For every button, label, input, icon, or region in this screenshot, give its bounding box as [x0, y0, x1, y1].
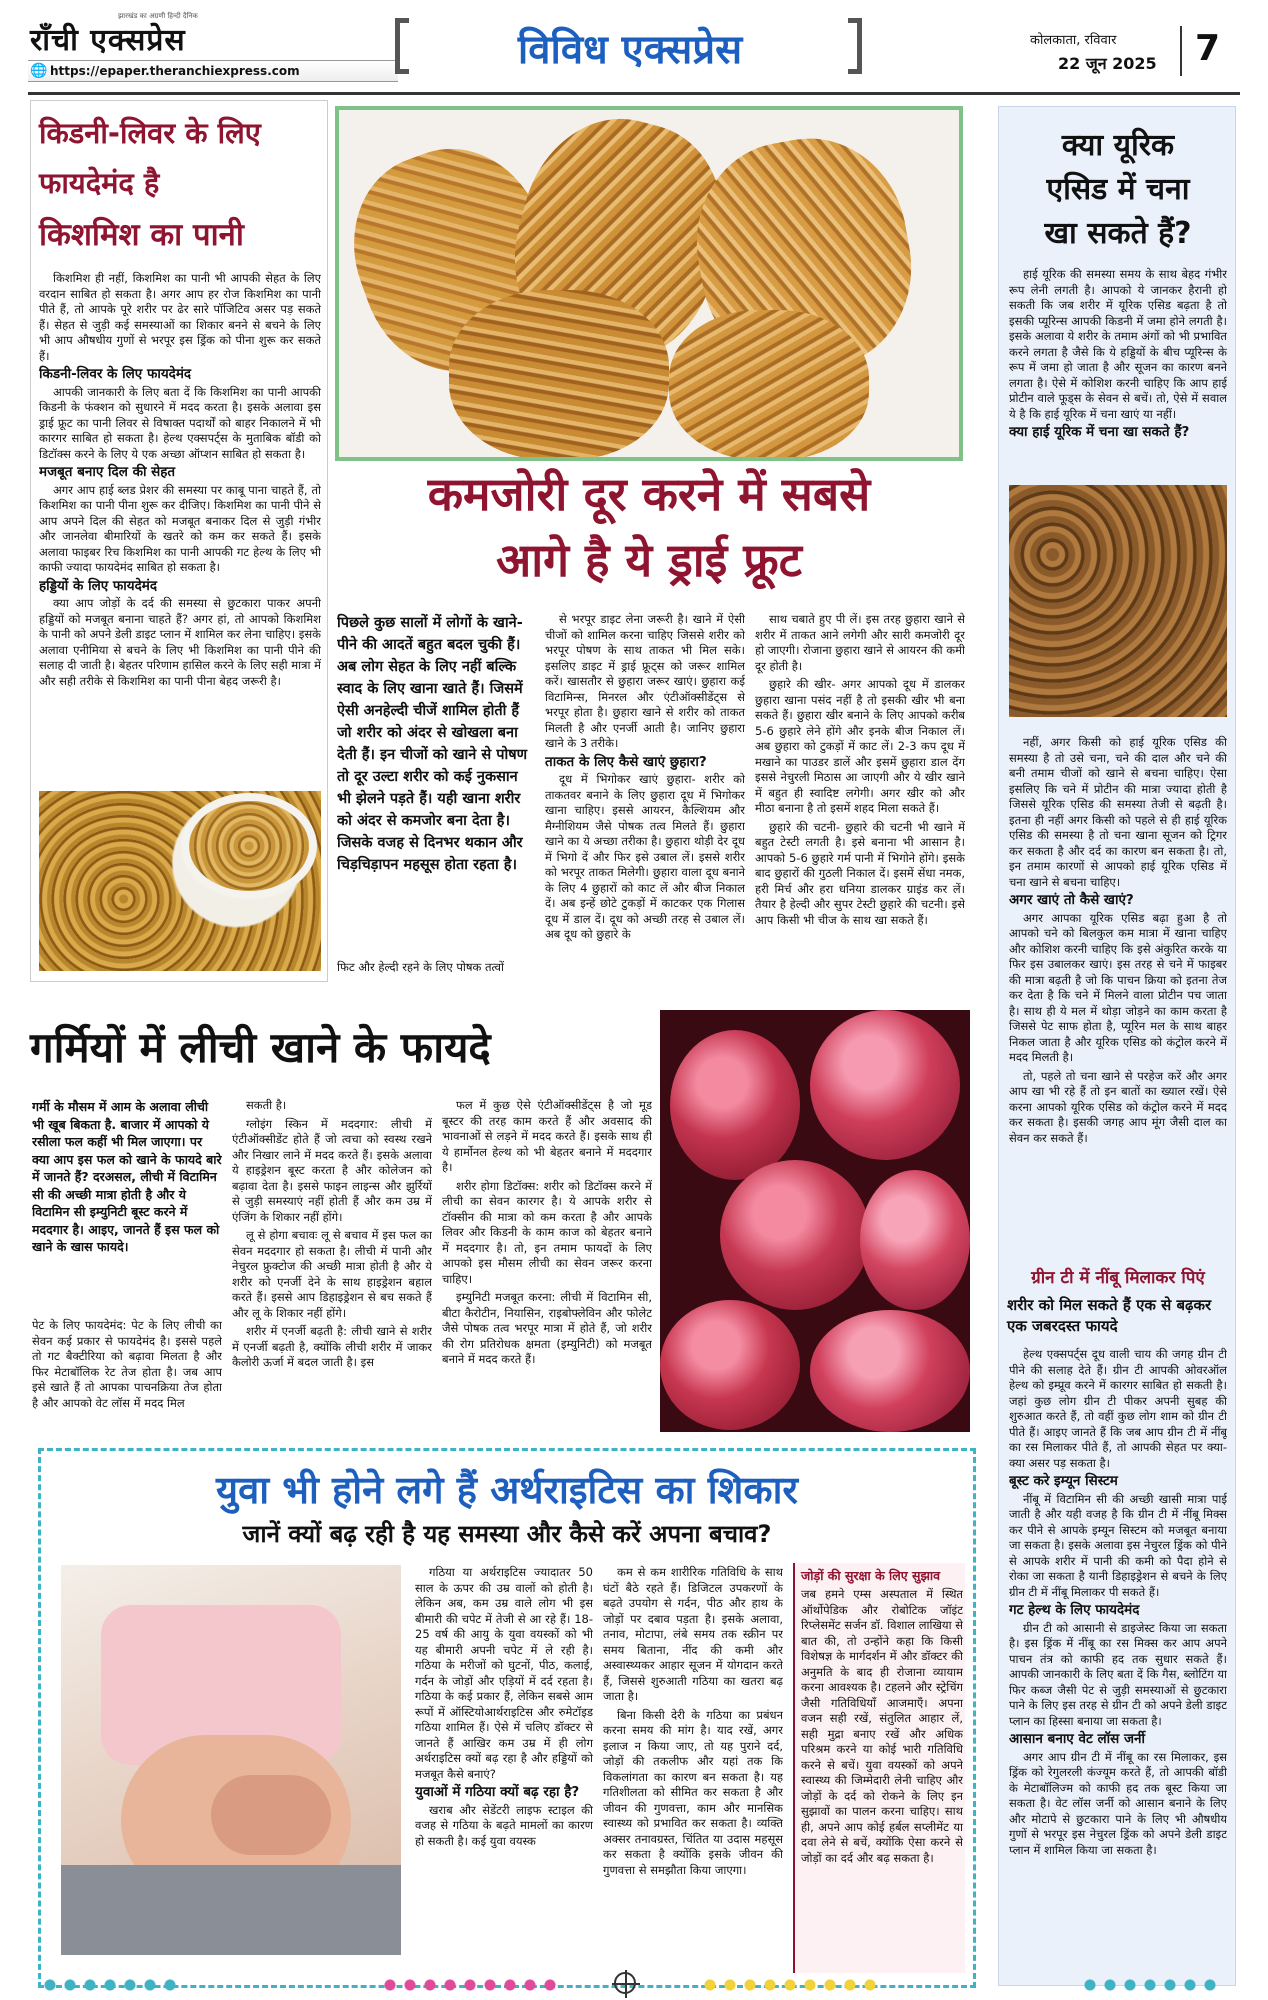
litchi-c2-p4: शरीर में एनर्जी बढ़ती है: लीची खाने से शरीर में एनर्जी बढ़ती है, क्योंकि लीची शरीर में जाकर कैलोरी ऊर्जा में बदल जाती है। इस: [232, 1324, 432, 1369]
section-bracket-right: [848, 18, 862, 74]
dates-col3: [755, 612, 965, 984]
footer-registration-mark: [614, 1972, 636, 1994]
header-date: 22 जून 2025: [1058, 54, 1157, 73]
arthritis-col1: [415, 1565, 593, 1975]
masthead: राँची एक्सप्रेस: [30, 23, 186, 58]
raisin-headline-3: किशमिश का पानी: [39, 217, 244, 253]
arthritis-c1-p2: खराब और सेडेंटरी लाइफ स्टाइल की वजह से गठिया के बढ़ते मामलों का कारण हो सकती है। कई युवा वयस्क: [415, 1802, 593, 1848]
greentea-sub3: आसान बनाए वेट लॉस जर्नी: [1009, 1731, 1145, 1747]
uric-headline-3: खा सकते हैं?: [1044, 216, 1192, 251]
joint-tips-title: जोड़ों की सुरक्षा के लिए सुझाव: [801, 1568, 941, 1583]
raisin-headline-2: फायदेमंद है: [39, 166, 160, 200]
arthritis-subhead: जानें क्यों बढ़ रही है यह समस्या और कैसे करें अपना बचाव?: [242, 1520, 772, 1548]
arthritis-headline: युवा भी होने लगे हैं अर्थराइटिस का शिकार: [216, 1468, 798, 1512]
litchi-c2-p3: लू से होगा बचावः लू से बचाव में इस फल का सेवन मददगार हो सकता है। लीची में पानी और नेचुरल फ्रुक्टोज की अच्छी मात्रा होती है और ये शरीर को एनर्जी देने के साथ हाइड्रेशन बहाल करते हैं। इससे आप डिहाइड्रेशन से बच सकते हैं और लू के शिकार नहीं होंगे।: [232, 1228, 432, 1320]
uric-headline-2: एसिड में चना: [1046, 172, 1190, 207]
raisin-p2: अगर आप हाई ब्लड प्रेशर की समस्या पर काबू पाना चाहते हैं, तो किशमिश का पानी पीना शुरू कर दीजिए। किशमिश का पानी पीने से आप अपने दिल की सेहत को मजबूत बनाकर दिल से जुड़ी गंभीर और जानलेवा बीमारियों के खतरे को कम कर सकते हैं। इसके अलावा फाइबर रिच किशमिश का पानी आपकी गट हेल्थ के लिए भी काफी ज्यादा फायदेमंद साबित हो सकता है।: [39, 482, 321, 574]
arthritis-c1-sub: युवाओं में गठिया क्यों बढ़ रहा है?: [415, 1784, 580, 1800]
uric-article: [998, 106, 1236, 1986]
dates-frame: [335, 106, 963, 461]
raisin-intro: किशमिश ही नहीं, किशमिश का पानी भी आपकी सेहत के लिए वरदान साबित हो सकता है। अगर आप हर रोज किशमिश का पानी पीते हैं, तो आपके पूरे शरीर पर ढेर सारे पॉजिटिव असर पड़ सकते हैं। सेहत से जुड़ी कई समस्याओं का शिकार बनने से बचने के लिए भी आप औषधीय गुणों से भरपूर इस ड्रिंक को पीना शुरू कर सकते हैं।: [39, 271, 321, 363]
dates-photo: [339, 110, 959, 457]
joint-tips-body: जब हमने एम्स अस्पताल में स्थित ऑर्थोपेडिक और रोबोटिक जॉइंट रिप्लेसमेंट सर्जन डॉ. विशाल लाखिया से बात की, तो उन्होंने कहा कि किसी विशेषज्ञ के मार्गदर्शन में और डॉक्टर की अनुमति के बाद ही रोजाना व्यायाम करना आवश्यक है। टहलने और स्ट्रेचिंग जैसी गतिविधियाँ आजमाएँ। अपना वजन सही रखें, संतुलित आहार लें, सही मुद्रा बनाए रखें और अधिक परिश्रम करने या कोई भारी गतिविधि करने से बचें। युवा वयस्कों को अपने स्वास्थ्य की जिम्मेदारी लेनी चाहिए और जोड़ों के दर्द को रोकने के लिए इन सुझावों का पालन करना चाहिए। साथ ही, अपने आप कोई हर्बल सप्लीमेंट या दवा लेने से बचें, क्योंकि ऐसा करने से जोड़ों का दर्द और बढ़ सकता है।: [801, 1587, 963, 1865]
uric-p4: तो, पहले तो चना खाने से परहेज करें और अगर आप खा भी रहे हैं तो इन बातों का ख्याल रखें। ऐसे करना आपको यूरिक एसिड को कंट्रोल करने में मदद कर सकता है। इसकी जगह आप मूंग जैसी दाल का सेवन कर सकते हैं।: [1009, 1068, 1227, 1145]
greentea-p1: हेल्थ एक्सपर्ट्स दूध वाली चाय की जगह ग्रीन टी पीने की सलाह देते हैं। ग्रीन टी आपकी ओवरऑल हेल्थ को इम्प्रूव करने में कारगर साबित हो सकती है। जहां कुछ लोग ग्रीन टी पीकर अपनी सुबह की शुरुआत करते हैं, तो वहीं कुछ लोग शाम को ग्रीन टी पीते हैं। आइए जानते हैं कि जब आप ग्रीन टी में नींबू का रस मिलाकर पीते हैं, तो आपकी सेहत पर क्या-क्या असर पड़ सकता है।: [1009, 1347, 1227, 1470]
dates-lead-tail: फिट और हेल्दी रहने के लिए पोषक तत्वों: [337, 960, 504, 974]
raisin-p3: क्या आप जोड़ों के दर्द की समस्या से छुटकारा पाकर अपनी हड्डियों को मजबूत बनाना चाहते हैं? अगर हां, तो आपको किशमिश के पानी को अपने डेली डाइट प्लान में शामिल कर लेना चाहिए। इसके अलावा एनीमिया से बचने के लिए भी किशमिश का पानी पीने की सलाह दी जाती है। बेहतर परिणाम हासिल करने के लिए सही मात्रा में और सही तरीके से किशमिश का पानी पीना बेहद जरूरी है।: [39, 596, 321, 688]
dates-lead: पिछले कुछ सालों में लोगों के खाने-पीने की आदतें बहुत बदल चुकी हैं। अब लोग सेहत के लिए नहीं बल्कि स्वाद के लिए खाना खाते हैं। जिसमें ऐसी अनहेल्दी चीजें शामिल होती हैं जो शरीर को अंदर से खोखला बना देती हैं। इन चीजों को खाने से पोषण तो दूर उल्टा शरीर को कई नुकसान भी झेलने पड़ते हैं। यही खाना शरीर को अंदर से कमजोर बना देता है। जिसके वजह से दिनभर थकान और चिड़चिड़ापन महसूस होता रहता है।: [337, 615, 528, 873]
litchi-c2-p1: सकती है।: [246, 1098, 287, 1112]
litchi-col3: [442, 1098, 652, 1432]
raisin-sub-bones: हड्डियों के लिए फायदेमंद: [39, 577, 158, 594]
section-title: विविध एक्सप्रेस: [517, 27, 743, 73]
greentea-p3: ग्रीन टी को आसानी से डाइजेस्ट किया जा सकता है। इस ड्रिंक में नींबू का रस मिक्स कर आप अपने पाचन तंत्र को काफी हद तक सुधार सकते हैं। आपकी जानकारी के लिए बता दें कि गैस, ब्लोटिंग या फिर कब्ज जैसी पेट से जुड़ी समस्याओं से छुटकारा पाने के लिए इस तरह से ग्रीन टी को अपने डेली डाइट प्लान का हिस्सा बनाया जा सकता है।: [1009, 1620, 1227, 1728]
uric-sub1: क्या हाई यूरिक में चना खा सकते हैं?: [1009, 424, 1190, 440]
dates-headline-2: आगे है ये ड्राई फ्रूट: [496, 533, 802, 587]
uric-body-bottom: [1009, 735, 1227, 1257]
dates-col2: [545, 612, 745, 984]
dates-col3-p3: छुहारे की चटनी- छुहारे की चटनी भी खाने में बहुत टेस्टी लगती है। इसे बनाना भी आसान है। आपको 5-6 छुहारे गर्म पानी में भिगोने होंगे। इसके बाद छुहारों की गुठली निकाल दें। इसमें सेंधा नमक, हरी मिर्च और हरा धनिया डालकर ग्राइंड कर लें। तैयार है हेल्दी और सुपर टेस्टी छुहारे की चटनी। इसे आप किसी भी चीज के साथ खा सकते हैं।: [755, 819, 965, 927]
url-bar: [28, 60, 398, 82]
arthritis-box: [38, 1448, 976, 1988]
epaper-url[interactable]: https://epaper.theranchiexpress.com: [50, 64, 300, 78]
page-number: 7: [1195, 28, 1221, 69]
raisin-sub-heart: मजबूत बनाए दिल की सेहत: [39, 464, 176, 480]
raisin-p1: आपकी जानकारी के लिए बता दें कि किशमिश का पानी आपकी किडनी के फंक्शन को सुधारने में मदद करता है। इसके अलावा इस ड्राई फ्रूट का पानी लिवर से विषाक्त पदार्थों को बाहर निकालने में भी कारगर साबित हो सकता है। हेल्थ एक्सपर्ट्स के मुताबिक बॉडी को डिटॉक्स करने के लिए ये एक अच्छा ऑप्शन साबित हो सकता है।: [39, 384, 321, 461]
raisin-photo: [39, 791, 321, 971]
raisin-body: [39, 271, 321, 771]
litchi-lead: गर्मी के मौसम में आम के अलावा लीची भी खूब बिकता है. बाजार में आपको ये रसीला फल कहीं भी मिल जाएगा। पर क्या आप इस फल को खाने के फायदे बारे में जानते हैं? दरअसल, लीची में विटामिन सी की अच्छी मात्रा होती है और ये विटामिन सी इम्युनिटी बूस्ट करने में मददगार है। आइए, जानते हैं इस फल को खाने के खास फायदे।: [32, 1099, 222, 1254]
greentea-sub2: गट हेल्थ के लिए फायदेमंद: [1009, 1602, 1140, 1618]
litchi-c3-p1: फल में कुछ ऐसे एंटीऑक्सीडेंट्स है जो मूड बूस्टर की तरह काम करते हैं और अवसाद की भावनाओं से लड़ने में मदद करते हैं। इसके साथ ही ये हार्मोनल हेल्थ को भी बेहतर बनाने में मददगार है।: [442, 1098, 652, 1174]
globe-icon: 🌐: [30, 63, 48, 79]
greentea-p2: नींबू में विटामिन सी की अच्छी खासी मात्रा पाई जाती है और यही वजह है कि ग्रीन टी में नींबू मिक्स कर पीने से आपके इम्यून सिस्टम को मजबूत बनाया जा सकता है। इसके अलावा इस नेचुरल ड्रिंक को पीने से आपके शरीर में पानी की कमी को पैदा होने से रोका जा सकता है यानी डिहाइड्रेशन से बचने के लिए ग्रीन टी में नींबू मिलाकर पी सकते हैं।: [1009, 1491, 1227, 1599]
footer-color-dots-left: [40, 1978, 180, 1992]
arthritis-col2: [603, 1565, 783, 1975]
litchi-col1-p: पेट के लिए फायदेमंद: पेट के लिए लीची का सेवन कई प्रकार से फायदेमंद है। इससे पहले तो गट बैक्टीरिया को बढ़ावा मिलता है और फिर मेटाबॉलिक रेट तेज होता है। जब आप इसे खाते हैं तो आपका पाचनक्रिया तेज होता है और आपको वेट लॉस में मदद मिल: [32, 1318, 222, 1410]
raisin-article: [30, 100, 328, 982]
greentea-subhead: शरीर को मिल सकते हैं एक से बढ़कर एक जबरदस्त फायदे: [1007, 1296, 1212, 1335]
litchi-col2: [232, 1098, 432, 1432]
knee-pain-photo: [61, 1565, 401, 1955]
arthritis-c2-p1: कम से कम शारीरिक गतिविधि के साथ घंटों बैठे रहते हैं। डिजिटल उपकरणों के बढ़ते उपयोग से गर्दन, पीठ और हाथ के जोड़ों पर दबाव पड़ता है। इसके अलावा, तनाव, मोटापा, लंबे समय तक स्क्रीन पर समय बिताना, नींद की कमी और अस्वास्थ्यकर आहार सूजन में योगदान करते हैं, जिससे शुरुआती गठिया का खतरा बढ़ जाता है।: [603, 1565, 783, 1703]
raisin-sub-kidney: किडनी-लिवर के लिए फायदेमंद: [39, 366, 192, 382]
dates-col3-p1: साथ चबाते हुए पी लें। इस तरह छुहारा खाने से शरीर में ताकत आने लगेगी और सारी कमजोरी दूर हो जाएगी। रोजाना छुहारा खाने से आयरन की कमी दूर होती है।: [755, 612, 965, 673]
litchi-c3-p2: शरीर होगा डिटॉक्स: शरीर को डिटॉक्स करने में लीची का सेवन कारगर है। ये आपके शरीर से टॉक्सीन की मात्रा को कम करता है और आपके लिवर और किडनी के काम काज को बेहतर बनाने में मददगार है। तो, इन तमाम फायदों के लिए आपको इस मौसम लीची का सेवन जरूर करना चाहिए।: [442, 1178, 652, 1286]
uric-body-top: [1009, 267, 1227, 467]
joint-tips-box: [793, 1563, 965, 1973]
header-rule: [28, 92, 1240, 95]
greentea-p4: अगर आप ग्रीन टी में नींबू का रस मिलाकर, इस ड्रिंक को रेगुलरली कंज्यूम करते हैं, तो आपकी बॉडी के मेटाबॉलिज्म को काफी हद तक बूस्ट किया जा सकता है। वेट लॉस जर्नी को आसान बनाने के लिए और मोटापे से छुटकारा पाने के लिए भी औषधीय गुणों से भरपूर इस नेचुरल ड्रिंक को अपने डेली डाइट प्लान में शामिल किया जा सकता है।: [1009, 1749, 1227, 1857]
litchi-c3-p3: इम्युनिटी मजबूत करना: लीची में विटामिन सी, बीटा कैरोटीन, नियासिन, राइबोफ्लेविन और फोलेट जैसे पोषक तत्व भरपूर मात्रा में होते हैं, जो शरीर की रोग प्रतिरोधक क्षमता (इम्युनिटी) को मजबूत बनाने में मदद करते हैं।: [442, 1290, 652, 1366]
footer-color-dots-far: [1080, 1978, 1220, 1992]
header-city-day: कोलकाता, रविवार: [1030, 33, 1117, 48]
chickpea-photo: [1009, 485, 1227, 717]
dates-headline-1: कमजोरी दूर करने में सबसे: [427, 467, 871, 521]
uric-p3: अगर आपका यूरिक एसिड बढ़ा हुआ है तो आपको चने को बिलकुल कम मात्रा में खाना चाहिए और कोशिश करनी चाहिए कि इसे अंकुरित करके या फिर इस उबालकर खाएं। इस तरह से चने में फाइबर की मात्रा बढ़ती है जो कि पाचन क्रिया को इतना तेज कर देता है कि चने में मिलने वाला प्रोटीन पच जाता है। साथ ही ये मल में थोड़ा जोड़ने का काम करता है जिससे पेट साफ होता है, प्यूरिन मल के साथ बाहर निकल जाता है और यूरिक एसिड को कंट्रोल करने में मदद मिलती है।: [1009, 910, 1227, 1064]
masthead-tagline: झारखंड का अग्रणी हिन्दी दैनिक: [118, 12, 198, 20]
dates-col3-p2: छुहारे की खीर- अगर आपको दूध में डालकर छुहारा खाना पसंद नहीं है तो इसकी खीर भी बना सकते हैं। छुहारा खीर बनाने के लिए आपको करीब 5-6 छुहारे लेने होंगे और इनके बीज निकाल लें। अब छुहारा को टुकड़ों में काट लें। 2-3 कप दूध में मखाने का पाउडर डालें और इसमें छुहारा डाल देंग इससे नेचुरली मिठास आ जाएगी और ये खीर खाने में बहुत ही स्वादिष्ट लगेगी। अगर खीर को और मीठा बनाना है तो इसमें शहद मिला सकते हैं।: [755, 677, 965, 815]
header-divider: [1180, 26, 1182, 76]
greentea-sub1: बूस्ट करे इम्यून सिस्टम: [1009, 1473, 1118, 1489]
dates-col2-sub: ताकत के लिए कैसे खाएं छुहारा?: [545, 753, 707, 770]
footer-color-dots-mid: [380, 1978, 560, 1992]
dates-col2-p1: से भरपूर डाइट लेना जरूरी है। खाने में ऐसी चीजों को शामिल करना चाहिए जिससे शरीर को भरपूर पोषण के साथ ताकत भी मिल सके। इसलिए डाइट में ड्राई फ्रूट्स को जरूर शामिल करें। खासतौर से छुहारा जरूर खाएं। छुहारा कई विटामिन्स, मिनरल और एंटीऑक्सीडेंट्स से भरपूर होता है। छुहारा खाने से शरीर को ताकत मिलती है और एनर्जी आती है। जानिए छुहारा खाने के 3 तरीके।: [545, 612, 745, 750]
greentea-body: [1009, 1347, 1227, 1977]
footer-color-dots-right: [700, 1978, 880, 1992]
section-bracket-left: [395, 18, 409, 74]
uric-p1: हाई यूरिक की समस्या समय के साथ बेहद गंभीर रूप लेनी लगती है। आपको ये जानकर हैरानी हो सकती कि जब शरीर में यूरिक एसिड बढ़ता है तो इसकी प्यूरिन्स आपकी किडनी में जमा होने लगती है। इसके अलावा ये शरीर के तमाम अंगों को भी प्रभावित करने लगता है जैसे कि ये हड्डियों के बीच प्यूरिन्स के रूप में जमा हो जाता है और सूजन का कारण बनने लगता है। ऐसे में कोशिश करनी चाहिए कि आप हाई प्रोटीन वाले फूड्स के सेवन से बचें। तो, ऐसे में सवाल ये है कि हाई यूरिक में चना खाएं या नहीं।: [1009, 267, 1227, 421]
litchi-c2-p2: ग्लोइंग स्किन में मददगार: लीची में एंटीऑक्सीडेंट होते हैं जो त्वचा को स्वस्थ रखने और निखार लाने में मदद करते हैं। इसके अलावा ये हाइड्रेशन बूस्ट करता है और कोलेजन को बढ़ावा देता है। इससे फाइन लाइन्स और झुर्रियों से जुड़ी समस्याएं नहीं होती हैं और कम उम्र में एंजिंग के शिकार नहीं होंगे।: [232, 1116, 432, 1224]
uric-p2: नहीं, अगर किसी को हाई यूरिक एसिड की समस्या है तो उसे चना, चने की दाल और चने की बनी तमाम चीजों को खाने से बचना चाहिए। ऐसा इसलिए कि चने में प्रोटीन की मात्रा ज्यादा होती है जिससे यूरिक एसिड की समस्या तेजी से बढ़ती है। इतना ही नहीं अगर किसी को पहले से ही हाई यूरिक एसिड की समस्या है तो चना खाना सूजन को ट्रिगर कर सकता है और दर्द का कारण बन सकता है। तो, इन तमाम कारणों से आपको हाई यूरिक एसिड में चना खाने से बचना चाहिए।: [1009, 735, 1227, 889]
header-bar: [0, 0, 1268, 92]
uric-headline-1: क्या यूरिक: [1061, 128, 1175, 163]
greentea-headline: ग्रीन टी में नींबू मिलाकर पिएं: [1031, 1268, 1205, 1288]
litchi-headline: गर्मियों में लीची खाने के फायदे: [30, 1023, 491, 1072]
arthritis-c2-p2: बिना किसी देरी के गठिया का प्रबंधन करना समय की मांग है। याद रखें, अगर इलाज न किया जाए, तो यह पुराने दर्द, जोड़ों की तकलीफ और यहां तक कि विकलांगता का कारण बन सकता है। यह गतिशीलता को सीमित कर सकता है और जीवन की गुणवत्ता, काम और मानसिक स्वास्थ्य को प्रभावित कर सकता है। व्यक्ति अक्सर तनावग्रस्त, चिंतित या उदास महसूस कर सकता है क्योंकि इसके जीवन की गुणवत्ता से समझौता किया जाएगा।: [603, 1707, 783, 1877]
raisin-headline-1: किडनी-लिवर के लिए: [39, 116, 261, 150]
dates-col2-p2: दूध में भिगोकर खाएं छुहारा- शरीर को ताकतवर बनाने के लिए छुहारा दूध में भिगोकर खाना चाहिए। इससे आयरन, कैल्शियम और मैग्नीशियम जैसे पोषक तत्व मिलते हैं। छुहारा खाने का ये अच्छा तरीका है। छुहारा थोड़ी देर दूध में भिगो दें और फिर इसे उबाल लें। इससे शरीर को भरपूर ताकत मिलेगी। छुहारा वाला दूध बनाने के लिए 4 छुहारों को काट लें और बीज निकाल दें। अब इन्हें छोटे टुकड़ों में काटकर एक गिलास दूध में डाल दें। दूध को अच्छी तरह से उबाल लें। अब दूध को छुहारे के: [545, 772, 745, 941]
uric-sub2: अगर खाएं तो कैसे खाएं?: [1009, 892, 1134, 908]
litchi-photo: [660, 1010, 970, 1432]
arthritis-c1-p1: गठिया या अर्थराइटिस ज्यादातर 50 साल के ऊपर की उम्र वालों को होती है। लेकिन अब, कम उम्र वाले लोग भी इस बीमारी की चपेट में तेजी से आ रहे हैं। 18-25 वर्ष की आयु के युवा वयस्कों को भी यह बीमारी अपनी चपेट में ले रही है। गठिया के मरीजों को घुटनों, पीठ, कलाई, गर्दन के जोड़ों और एड़ियों में दर्द रहता है। गठिया के कई प्रकार हैं, लेकिन सबसे आम रूपों में ऑस्टियोआर्थराइटिस और रुमेटॉइड गठिया शामिल हैं। ऐसे में चलिए डॉक्टर से जानते हैं आखिर कम उम्र में ही लोग अर्थराइटिस क्यों बढ़ रहा है और हड्डियों को मजबूत कैसे बनाएं?: [415, 1565, 593, 1781]
